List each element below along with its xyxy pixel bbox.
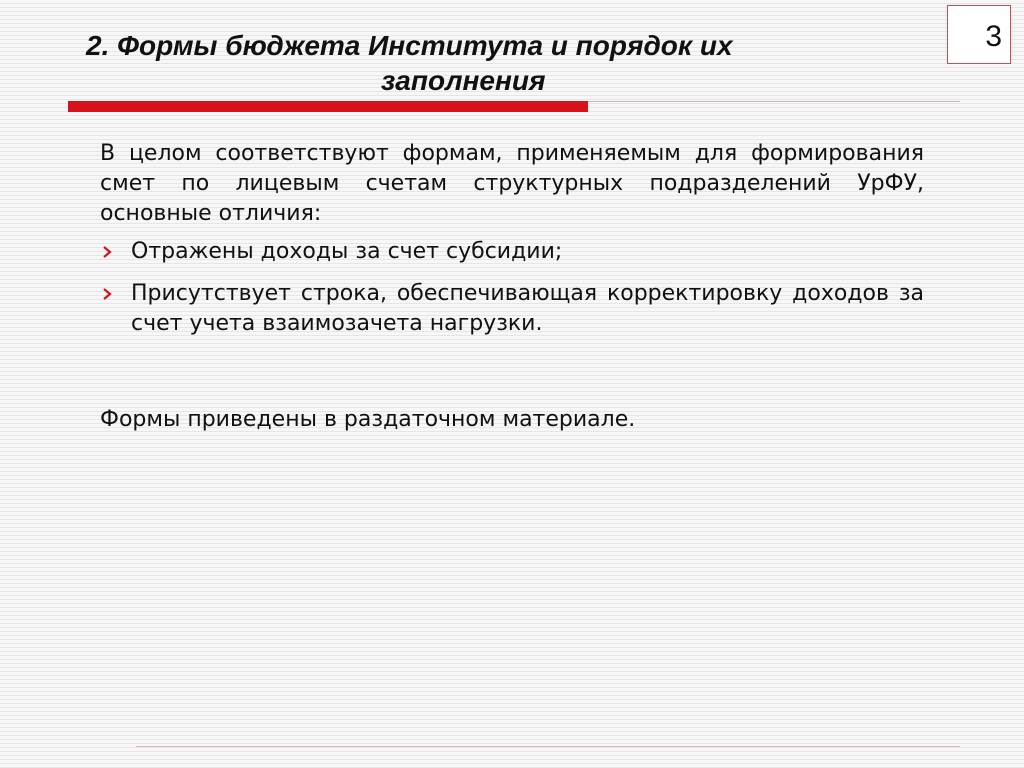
intro-paragraph: В целом соответствуют формам, применяемым для формирования смет по лицевым счетам структурных подразделений УрФУ, основные отличия: [100,141,924,226]
slide-title-line-1: 2. Формы бюджета Института и порядок их [86,30,733,61]
bullet-text: Присутствует строка, обеспечивающая корректировку доходов за счет учета взаимозачета нагрузки. [131,281,924,336]
slide-content [100,139,924,435]
bullet-text: Отражены доходы за счет субсидии; [131,239,563,264]
chevron-right-icon [102,246,113,258]
bullet-item [100,237,924,267]
slide-title [70,28,890,98]
slide-title-line-2: заполнения [381,65,546,96]
footer-line [136,746,960,747]
slide-number: 3 [985,20,1002,53]
title-accent-bar [68,101,588,112]
title-accent-line [588,101,960,102]
chevron-right-icon [102,288,113,300]
bullet-item [100,279,924,339]
handout-note: Формы приведены в раздаточном материале. [100,407,636,432]
slide-number-box [947,5,1011,64]
bullet-list [100,237,924,339]
